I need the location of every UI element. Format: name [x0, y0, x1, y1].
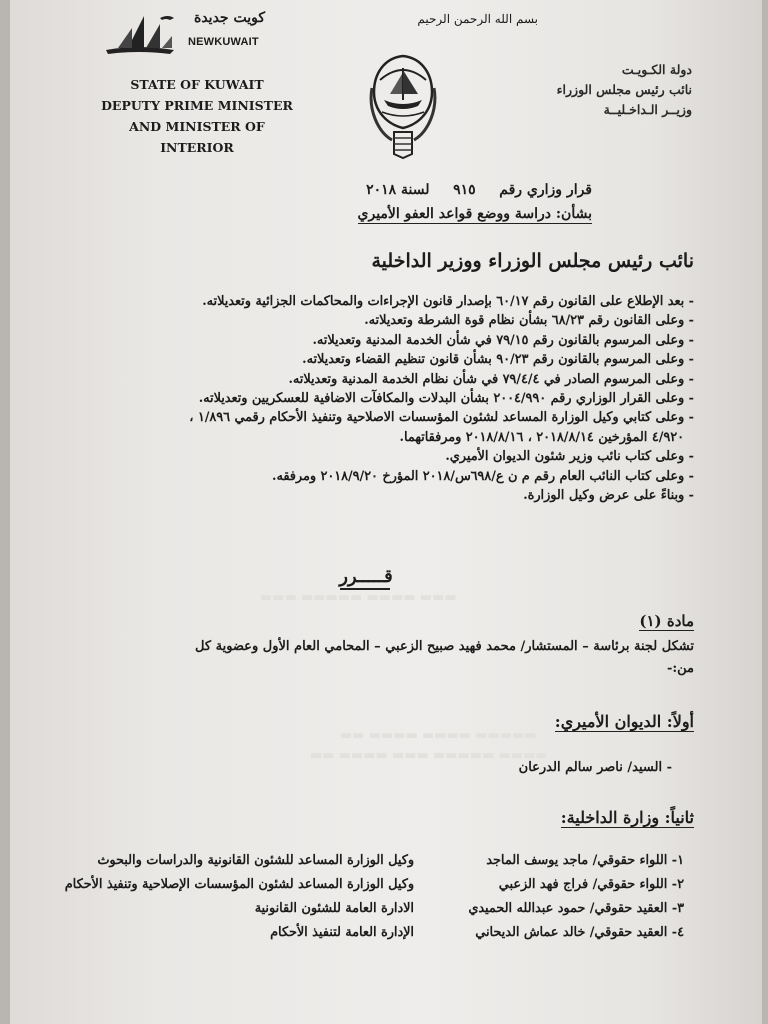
recital-line: - وعلى المرسوم الصادر في ٧٩/٤/٤ في شأن نظام الخدمة المدنية وتعديلاته. — [288, 371, 694, 387]
decides-heading: قـــــرر — [339, 566, 393, 587]
member-row — [44, 848, 684, 872]
member-role: الإدارة العامة لتنفيذ الأحكام — [270, 924, 414, 940]
member-row — [44, 872, 684, 896]
member-name: ٢- اللواء حقوقي/ فراج فهد الزعبي — [498, 876, 684, 892]
english-line-deputy: DEPUTY PRIME MINISTER — [101, 98, 293, 113]
kuwait-emblem-icon — [366, 50, 440, 160]
decision-year: لسنة ٢٠١٨ — [366, 182, 430, 198]
arabic-letterhead — [492, 60, 692, 120]
recital-line: - وعلى المرسوم بالقانون رقم ٧٩/١٥ في شأن الخدمة المدنية وتعديلاته. — [312, 332, 694, 348]
article-title: مادة (١) — [639, 612, 694, 630]
decision-subject: بشأن: دراسة ووضع قواعد العفو الأميري — [357, 206, 592, 222]
recital-line: - وعلى القانون رقم ٦٨/٢٣ بشأن نظام قوة الشرطة وتعديلاته. — [364, 313, 694, 329]
recital-line: - وعلى كتاب نائب وزير شئون الديوان الأميري. — [445, 449, 694, 465]
recital-line: - وعلى المرسوم بالقانون رقم ٩٠/٢٣ بشأن قانون تنظيم القضاء وتعديلاته. — [302, 352, 694, 368]
decision-label: قرار وزاري رقم — [499, 182, 592, 198]
decision-number: ٩١٥ — [453, 182, 476, 198]
decision-issuer: نائب رئيس مجلس الوزراء ووزير الداخلية — [371, 250, 694, 272]
arabic-line-minister: وزيــر الـداخـليــة — [603, 102, 692, 117]
recital-line: - وبناءً على عرض وكيل الوزارة. — [523, 488, 694, 504]
english-line-minister: AND MINISTER OF INTERIOR — [129, 119, 265, 155]
recital-line: - وعلى القرار الوزاري رقم ٢٠٠٤/٩٩٠ بشأن البدلات والمكافآت الاضافية للعسكريين وتعديلاته. — [198, 391, 694, 407]
logo-arabic-text: كويت جديدة — [194, 10, 265, 26]
article-body-line: تشكل لجنة برئاسة – المستشار/ محمد فهيد صبيح الزعبي – المحامي العام الأول وعضوية كل — [195, 639, 694, 654]
member-role: وكيل الوزارة المساعد للشئون القانونية والدراسات والبحوث — [97, 852, 414, 868]
recital-line: - بعد الإطلاع على القانون رقم ٦٠/١٧ بإصدار قانون الإجراءات والمحاكمات الجزائية وتعديلاته. — [202, 294, 694, 309]
member-name: ١- اللواء حقوقي/ ماجد يوسف الماجد — [486, 852, 684, 868]
arabic-line-state: دولة الكـويـت — [621, 62, 692, 77]
member-role: وكيل الوزارة المساعد لشئون المؤسسات الإصلاحية وتنفيذ الأحكام — [64, 876, 414, 892]
logo-english-text: NEWKUWAIT — [188, 36, 259, 48]
member-name: ٣- العقيد حقوقي/ حمود عبدالله الحميدي — [468, 900, 684, 916]
section-amiri-diwan-member: - السيد/ ناصر سالم الدرعان — [518, 760, 672, 775]
recital-line: ٤/٩٢٠ المؤرخين ٢٠١٨/٨/١٤ ، ٢٠١٨/٨/١٦ ومرفقاتهما. — [399, 429, 684, 445]
english-letterhead — [92, 74, 302, 158]
recital-line: - وعلى كتاب النائب العام رقم م ن ع/٦٩٨س/٢٠١٨ المؤرخ ٢٠١٨/٩/٢٠ ومرفقه. — [272, 468, 694, 484]
article-body — [54, 636, 694, 680]
bleed-through-text: ▬▬▬ ▬▬▬▬ ▬▬▬▬▬ ▬▬▬ — [260, 590, 457, 605]
basmala: بسم الله الرحمن الرحيم — [417, 12, 538, 26]
interior-members-list — [44, 848, 684, 944]
arabic-line-deputy: نائب رئيس مجلس الوزراء — [556, 82, 692, 97]
article-body-line: من:- — [666, 661, 694, 676]
document-page — [10, 0, 762, 1024]
decision-line — [366, 182, 592, 198]
member-name: ٤- العقيد حقوقي/ خالد عماش الديحاني — [475, 924, 684, 940]
bleed-through-text: ▬▬▬▬▬ ▬▬▬▬ ▬▬▬▬ ▬▬ — [340, 728, 537, 743]
bleed-through-text: ▬▬▬▬ ▬▬▬▬▬ ▬▬▬ ▬▬▬▬ ▬▬ — [310, 748, 548, 763]
member-row — [44, 920, 684, 944]
section-amiri-diwan-title: أولاً: الديوان الأميري: — [554, 712, 694, 731]
member-row — [44, 896, 684, 920]
recital-line: - وعلى كتابي وكيل الوزارة المساعد لشئون المؤسسات الاصلاحية وتنفيذ الأحكام رقمي ١/٨٩٦ ، — [189, 410, 694, 426]
english-line-state: STATE OF KUWAIT — [130, 77, 264, 92]
member-role: الادارة العامة للشئون القانونية — [254, 900, 414, 916]
section-interior-title: ثانياً: وزارة الداخلية: — [560, 808, 694, 827]
recitals-list — [54, 292, 694, 505]
